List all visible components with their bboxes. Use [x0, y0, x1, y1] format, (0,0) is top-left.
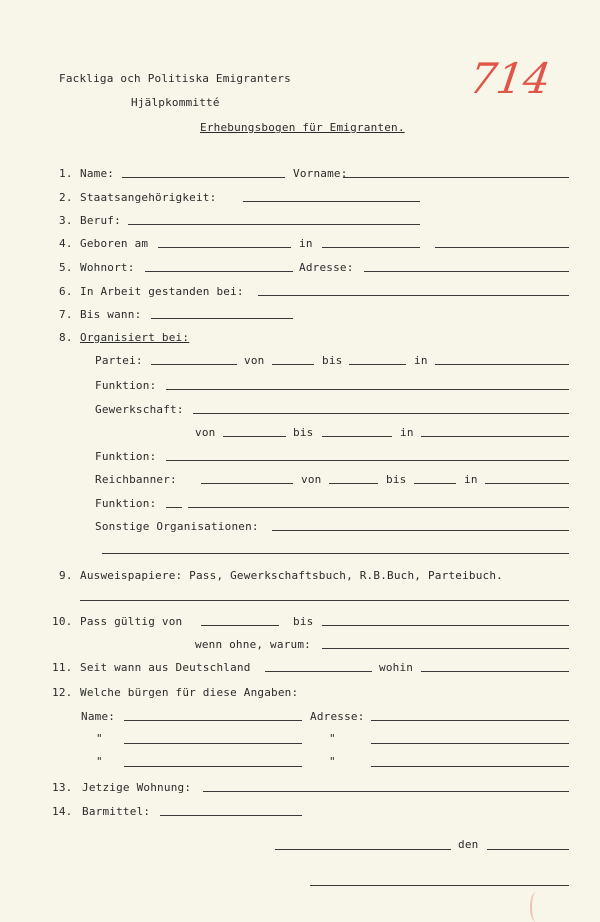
- buerge-adresse-label: Adresse:: [310, 710, 365, 723]
- vorname-label: Vorname:: [293, 167, 348, 180]
- buerge-adresse-field-1[interactable]: [371, 720, 569, 721]
- gewerkschaft-label: Gewerkschaft:: [95, 403, 184, 416]
- ditto-mark: ": [329, 755, 336, 768]
- geboren-ort-field[interactable]: [322, 247, 420, 248]
- reichsbanner-von-field[interactable]: [329, 483, 378, 484]
- buergen-label: Welche bürgen für diese Angaben:: [80, 686, 299, 699]
- pass-gueltig-label: Pass gültig von: [80, 615, 183, 628]
- datum-field[interactable]: [487, 849, 569, 850]
- staatsangehoerigkeit-field[interactable]: [243, 201, 420, 202]
- barmittel-field[interactable]: [160, 815, 302, 816]
- reichsbanner-in-label: in: [464, 473, 478, 486]
- partei-von-label: von: [244, 354, 265, 367]
- gewerkschaft-funktion-field[interactable]: [166, 460, 569, 461]
- wohnung-label: Jetzige Wohnung:: [82, 781, 192, 794]
- gewerkschaft-in-field[interactable]: [421, 436, 569, 437]
- arbeit-field[interactable]: [258, 295, 569, 296]
- handwritten-number: 714: [466, 54, 554, 103]
- wohnung-field[interactable]: [203, 791, 569, 792]
- item-number-8: 8.: [59, 331, 73, 344]
- gewerkschaft-in-label: in: [400, 426, 414, 439]
- reichsbanner-label: Reichbanner:: [95, 473, 177, 486]
- item-number-2: 2.: [59, 191, 73, 204]
- item-number-12: 12.: [52, 686, 73, 699]
- ausweispapiere-label: Ausweispapiere: Pass, Gewerkschaftsbuch, R.B.Buch, Parteibuch.: [80, 569, 503, 582]
- seit-wann-label: Seit wann aus Deutschland: [80, 661, 251, 674]
- partei-funktion-label: Funktion:: [95, 379, 157, 392]
- reichsbanner-bis-label: bis: [386, 473, 407, 486]
- name-field[interactable]: [122, 177, 285, 178]
- partei-label: Partei:: [95, 354, 143, 367]
- sonstige-field-2[interactable]: [102, 553, 569, 554]
- wohin-field[interactable]: [421, 671, 569, 672]
- partei-bis-field[interactable]: [349, 364, 406, 365]
- organisiert-label: Organisiert bei:: [80, 331, 190, 344]
- reichsbanner-von-label: von: [301, 473, 322, 486]
- wohnort-field[interactable]: [145, 271, 293, 272]
- partei-von-field[interactable]: [272, 364, 314, 365]
- item-number-5: 5.: [59, 261, 73, 274]
- reichsbanner-funktion-label: Funktion:: [95, 497, 157, 510]
- den-label: den: [458, 838, 479, 851]
- pass-bis-label: bis: [293, 615, 314, 628]
- buerge-name-field-1[interactable]: [124, 720, 302, 721]
- gewerkschaft-funktion-label: Funktion:: [95, 450, 157, 463]
- geboren-label: Geboren am: [80, 237, 149, 250]
- reichsbanner-in-field[interactable]: [485, 483, 569, 484]
- unterschrift-field[interactable]: [310, 885, 569, 886]
- item-number-6: 6.: [59, 285, 73, 298]
- buerge-name-field-3[interactable]: [124, 766, 302, 767]
- item-number-7: 7.: [59, 308, 73, 321]
- wenn-ohne-label: wenn ohne, warum:: [195, 638, 311, 651]
- ditto-mark: ": [329, 732, 336, 745]
- item-number-3: 3.: [59, 214, 73, 227]
- item-number-1: 1.: [59, 167, 73, 180]
- ditto-mark: ": [96, 755, 103, 768]
- bis-wann-field[interactable]: [151, 318, 293, 319]
- bis-wann-label: Bis wann:: [80, 308, 142, 321]
- buerge-name-field-2[interactable]: [124, 743, 302, 744]
- geboren-in-label: in: [299, 237, 313, 250]
- barmittel-label: Barmittel:: [82, 805, 151, 818]
- ort-field[interactable]: [275, 849, 451, 850]
- gewerkschaft-bis-label: bis: [293, 426, 314, 439]
- beruf-field[interactable]: [128, 224, 420, 225]
- org-name-line1: Fackliga och Politiska Emigranters: [59, 72, 291, 85]
- pass-bis-field[interactable]: [322, 625, 569, 626]
- buerge-adresse-field-2[interactable]: [371, 743, 569, 744]
- staatsangehoerigkeit-label: Staatsangehörigkeit:: [80, 191, 217, 204]
- buerge-adresse-field-3[interactable]: [371, 766, 569, 767]
- item-number-11: 11.: [52, 661, 73, 674]
- item-number-4: 4.: [59, 237, 73, 250]
- gewerkschaft-von-label: von: [195, 426, 216, 439]
- wenn-ohne-field[interactable]: [322, 648, 569, 649]
- partei-field[interactable]: [151, 364, 237, 365]
- gewerkschaft-field[interactable]: [193, 413, 569, 414]
- arbeit-label: In Arbeit gestanden bei:: [80, 285, 244, 298]
- geboren-land-field[interactable]: [435, 247, 569, 248]
- buerge-name-label: Name:: [81, 710, 116, 723]
- item-number-14: 14.: [52, 805, 73, 818]
- form-title: Erhebungsbogen für Emigranten.: [200, 121, 405, 134]
- partei-funktion-field[interactable]: [166, 389, 569, 390]
- gewerkschaft-von-field[interactable]: [223, 436, 286, 437]
- seit-wann-field[interactable]: [265, 671, 372, 672]
- adresse-label: Adresse:: [299, 261, 354, 274]
- wohin-label: wohin: [379, 661, 414, 674]
- vorname-field[interactable]: [343, 177, 569, 178]
- name-label: Name:: [80, 167, 115, 180]
- ausweispapiere-field[interactable]: [80, 600, 569, 601]
- reichsbanner-funktion-short-field[interactable]: [166, 507, 182, 508]
- sonstige-label: Sonstige Organisationen:: [95, 520, 259, 533]
- partei-in-label: in: [414, 354, 428, 367]
- item-number-10: 10.: [52, 615, 73, 628]
- beruf-label: Beruf:: [80, 214, 121, 227]
- pass-von-field[interactable]: [201, 625, 279, 626]
- wohnort-label: Wohnort:: [80, 261, 135, 274]
- partei-in-field[interactable]: [435, 364, 569, 365]
- org-name-line2: Hjälpkommitté: [131, 96, 220, 109]
- reichsbanner-field[interactable]: [201, 483, 293, 484]
- reichsbanner-bis-field[interactable]: [414, 483, 456, 484]
- ditto-mark: ": [96, 732, 103, 745]
- adresse-field[interactable]: [364, 271, 569, 272]
- item-number-13: 13.: [52, 781, 73, 794]
- item-number-9: 9.: [59, 569, 73, 582]
- partei-bis-label: bis: [322, 354, 343, 367]
- gewerkschaft-bis-field[interactable]: [322, 436, 392, 437]
- sonstige-field[interactable]: [272, 530, 569, 531]
- reichsbanner-funktion-field[interactable]: [188, 507, 569, 508]
- geboren-date-field[interactable]: [158, 247, 291, 248]
